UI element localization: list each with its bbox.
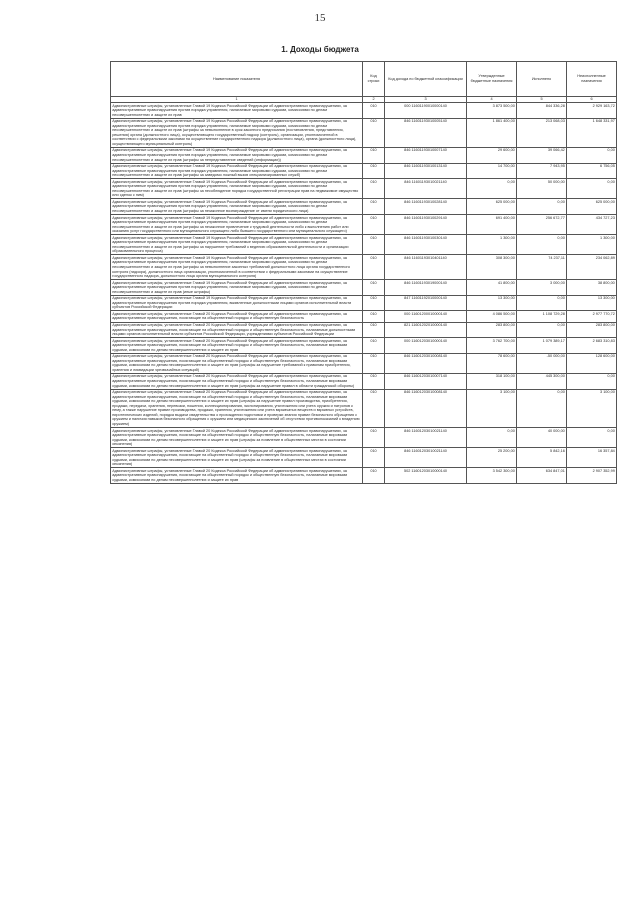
cell-classification: 000 11601200010000140 xyxy=(385,311,467,322)
header-unexecuted: Неисполненные назначения xyxy=(567,62,617,97)
cell-approved: 78 600,00 xyxy=(467,353,517,373)
revenue-table xyxy=(110,61,617,484)
cell-code: 010 xyxy=(363,311,385,322)
section-title: 1. Доходы бюджета xyxy=(281,45,359,54)
cell-executed: 1 079 389,17 xyxy=(517,338,567,354)
cell-executed: 0,00 xyxy=(517,199,567,215)
cell-classification: 846 11601203010008140 xyxy=(385,389,467,427)
cell-name: Административные штрафы, установленные Главой 19 Кодекса Российской Федерации об административных правонарушениях, за административные правонарушения против порядка управления, налагаемые мировыми судьями, комиссиями по делам несовершеннолетних и защите их прав (штрафы за несоблюдение порядка государственной регистрации прав на недвижимое имущество или сделок с ним) xyxy=(111,179,363,199)
table-row xyxy=(111,147,617,163)
cell-executed: 844 336,28 xyxy=(517,103,567,119)
cell-executed: 0,00 xyxy=(517,389,567,427)
header-name: Наименование показателя xyxy=(111,62,363,97)
cell-classification: 846 11601193010029140 xyxy=(385,215,467,235)
cell-approved: 1 861 400,00 xyxy=(467,118,517,147)
table-row xyxy=(111,428,617,448)
cell-code: 010 xyxy=(363,163,385,179)
cell-unexecuted: 283 800,00 xyxy=(567,322,617,338)
cell-code: 010 xyxy=(363,280,385,296)
column-number: 1 xyxy=(111,97,363,103)
cell-name: Административные штрафы, установленные Главой 20 Кодекса Российской Федерации об административных правонарушениях, за административные правонарушения, посягающие на общественный порядок и общественную безопасность xyxy=(111,311,363,322)
cell-unexecuted: 16 357,84 xyxy=(567,448,617,468)
cell-unexecuted: 2 683 310,83 xyxy=(567,338,617,354)
cell-classification: 846 11601193010030140 xyxy=(385,235,467,255)
table-row xyxy=(111,322,617,338)
header-classification: Код дохода по бюджетной классификации xyxy=(385,62,467,97)
cell-approved: 4 086 500,00 xyxy=(467,311,517,322)
cell-name: Административные штрафы, установленные Главой 19 Кодекса Российской Федерации об административных правонарушениях, за административные правонарушения против порядка управления, налагаемые мировыми судьями, комиссиями по делам несовершеннолетних и защите их прав (штрафы за непредставление сведений (информации)) xyxy=(111,147,363,163)
table-row xyxy=(111,280,617,296)
cell-code: 010 xyxy=(363,338,385,354)
table-row xyxy=(111,389,617,427)
cell-name: Административные штрафы, установленные Главой 19 Кодекса Российской Федерации об административных правонарушениях, за административные правонарушения против порядка управления, налагаемые мировыми судьями, комиссиями по делам несовершеннолетних и защите их прав (штрафы за невыполнение в срок законного предписания (постановления, представления, решения) органа (должностного лица), осуществляющего государственный надзор (контроль), организации, уполномоченной в соответствии с федеральными законами на осуществление государственного надзора (должностного лица), органа (должностного лица), осуществляющего муниципальный контроль) xyxy=(111,118,363,147)
cell-classification: 846 11601203010021140 xyxy=(385,448,467,468)
cell-executed: 0,00 xyxy=(517,295,567,311)
cell-unexecuted: 1 648 331,97 xyxy=(567,118,617,147)
table-row xyxy=(111,311,617,322)
cell-classification: 000 11601190010000140 xyxy=(385,103,467,119)
cell-executed: 74 237,11 xyxy=(517,255,567,280)
cell-name: Административные штрафы, установленные Главой 19 Кодекса Российской Федерации об административных правонарушениях, за административные правонарушения против порядка управления, налагаемые мировыми судьями, комиссиями по делам несовершеннолетних и защите их прав (штрафы за незаконное привлечение к трудовой деятельности либо к выполнению работ или оказанию услуг государственного или муниципального служащего либо бывшего государственного или муниципального служащего) xyxy=(111,215,363,235)
cell-approved: 41 800,00 xyxy=(467,280,517,296)
cell-approved: 25 200,00 xyxy=(467,448,517,468)
cell-name: Административные штрафы, установленные Главой 20 Кодекса Российской Федерации об административных правонарушениях, за административные правонарушения, посягающие на общественный порядок и общественную безопасность, налагаемые мировыми судьями, комиссиями по делам несовершеннолетних и защите их прав (штрафы за нарушение правил производства, приобретения, продажи, передачи, хранения, перевозки, ношения, коллекционирования, экспонирования, уничтожения или учета оружия и патронов к нему, а также нарушение правил производства, продажи, хранения, уничтожения или учета взрывчатых веществ и взрывных устройств, пиротехнических изделий, порядка выдачи свидетельства о прохождении подготовки и проверки знания правил безопасного обращения с оружием и наличия навыков безопасного обращения с оружием или медицинских заключений об отсутствии противопоказаний к владению оружием) xyxy=(111,389,363,427)
cell-approved: 3 762 700,00 xyxy=(467,338,517,354)
table-row xyxy=(111,373,617,389)
cell-code: 010 xyxy=(363,295,385,311)
cell-classification: 846 11601203010007140 xyxy=(385,373,467,389)
cell-unexecuted: 6 756,05 xyxy=(567,163,617,179)
cell-classification: 502 11601203010000140 xyxy=(385,468,467,484)
cell-executed: 0,00 xyxy=(517,235,567,255)
cell-approved: 318 100,00 xyxy=(467,373,517,389)
table-row xyxy=(111,163,617,179)
cell-name: Административные штрафы, установленные Главой 20 Кодекса Российской Федерации об административных правонарушениях, за административные правонарушения, посягающие на общественный порядок и общественную безопасность, налагаемые мировыми судьями, комиссиями по делам несовершеннолетних и защите их прав xyxy=(111,338,363,354)
cell-code: 010 xyxy=(363,235,385,255)
cell-executed: 0,00 xyxy=(517,322,567,338)
cell-approved: 691 400,00 xyxy=(467,215,517,235)
cell-executed: 40 000,00 xyxy=(517,428,567,448)
header-code: Код строки xyxy=(363,62,385,97)
table-header-row xyxy=(111,62,617,97)
cell-approved: 3 873 500,00 xyxy=(467,103,517,119)
cell-unexecuted: 0,00 xyxy=(567,373,617,389)
cell-approved: 0,00 xyxy=(467,428,517,448)
cell-executed: 50 000,00 xyxy=(517,179,567,199)
cell-unexecuted: 13 300,00 xyxy=(567,295,617,311)
cell-executed: 7 943,95 xyxy=(517,163,567,179)
table-row xyxy=(111,179,617,199)
cell-classification: 846 11601193010013140 xyxy=(385,163,467,179)
cell-approved: 1 300,00 xyxy=(467,235,517,255)
header-executed: Исполнено xyxy=(517,62,567,97)
cell-name: Административные штрафы, установленные Главой 20 Кодекса Российской Федерации об административных правонарушениях, за административные правонарушения, посягающие на общественный порядок и общественную безопасность, налагаемые мировыми судьями, комиссиями по делам несовершеннолетних и защите их прав (штрафы за появление в общественных местах в состоянии опьянения) xyxy=(111,428,363,448)
cell-name: Административные штрафы, установленные Главой 19 Кодекса Российской Федерации об административных правонарушениях, за административные правонарушения против порядка управления, налагаемые мировыми судьями, комиссиями по делам несовершеннолетних и защите их прав (иные штрафы) xyxy=(111,280,363,296)
column-number: 2 xyxy=(363,97,385,103)
table-row xyxy=(111,199,617,215)
cell-code: 010 xyxy=(363,255,385,280)
cell-executed: 5 842,16 xyxy=(517,448,567,468)
cell-name: Административные штрафы, установленные Главой 20 Кодекса Российской Федерации об административных правонарушениях, за административные правонарушения, посягающие на общественный порядок и общественную безопасность, налагаемые мировыми судьями, комиссиями по делам несовершеннолетних и защите их прав (штрафы за нарушение правил в области гражданской обороны) xyxy=(111,373,363,389)
cell-approved: 283 800,00 xyxy=(467,322,517,338)
cell-classification: 846 11601203010008140 xyxy=(385,353,467,373)
cell-classification: 846 11601193010021140 xyxy=(385,179,467,199)
page-number: 15 xyxy=(314,12,326,24)
table-row xyxy=(111,468,617,484)
cell-classification: 846 11601193010028140 xyxy=(385,199,467,215)
cell-unexecuted: 2 929 163,72 xyxy=(567,103,617,119)
column-number: 3 xyxy=(385,97,467,103)
column-number: 6 xyxy=(567,97,617,103)
table-row xyxy=(111,448,617,468)
cell-unexecuted: 2 977 770,72 xyxy=(567,311,617,322)
cell-classification: 846 11601193010005140 xyxy=(385,118,467,147)
cell-executed: 445 300,00 xyxy=(517,373,567,389)
cell-name: Административные штрафы, установленные Главой 19 Кодекса Российской Федерации об административных правонарушениях, за административные правонарушения против порядка управления, налагаемые мировыми судьями, комиссиями по делам несовершеннолетних и защите их прав xyxy=(111,103,363,119)
cell-name: Административные штрафы, установленные Главой 19 Кодекса Российской Федерации об административных правонарушениях, за административные правонарушения против порядка управления, налагаемые мировыми судьями, комиссиями по делам несовершеннолетних и защите их прав (штрафы за нарушение требований к ведению образовательной деятельности и организации образовательного процесса) xyxy=(111,235,363,255)
cell-code: 010 xyxy=(363,428,385,448)
cell-unexecuted: 434 727,23 xyxy=(567,215,617,235)
cell-approved: 625 000,00 xyxy=(467,199,517,215)
cell-unexecuted: 128 600,00 xyxy=(567,353,617,373)
table-row xyxy=(111,338,617,354)
table-row xyxy=(111,353,617,373)
cell-name: Административные штрафы, установленные Главой 19 Кодекса Российской Федерации об административных правонарушениях, за административные правонарушения против порядка управления, выявленные должностными лицами органов исполнительной власти субъектов Российской Федерации xyxy=(111,295,363,311)
cell-code: 010 xyxy=(363,103,385,119)
cell-approved: 13 300,00 xyxy=(467,295,517,311)
cell-executed: 39 066,42 xyxy=(517,147,567,163)
cell-classification: 846 11601193019000140 xyxy=(385,280,467,296)
cell-classification: 846 11601203010021140 xyxy=(385,428,467,448)
cell-name: Административные штрафы, установленные Главой 19 Кодекса Российской Федерации об административных правонарушениях, за административные правонарушения против порядка управления, налагаемые мировыми судьями, комиссиями по делам несовершеннолетних и защите их прав (штрафы за невыполнение законных требований должностного лица органа государственного контроля (надзора), должностного лица организации, уполномоченной в соответствии с федеральными законами на осуществление государственного надзора, должностного лица органа муниципального контроля) xyxy=(111,255,363,280)
cell-executed: 256 672,77 xyxy=(517,215,567,235)
cell-name: Административные штрафы, установленные Главой 20 Кодекса Российской Федерации об административных правонарушениях, за административные правонарушения, посягающие на общественный порядок и общественную безопасность, налагаемые должностными лицами органов исполнительной власти субъектов Российской Федерации, учреждениями субъектов Российской Федерации xyxy=(111,322,363,338)
cell-code: 010 xyxy=(363,448,385,468)
cell-code: 010 xyxy=(363,179,385,199)
cell-code: 010 xyxy=(363,147,385,163)
cell-code: 010 xyxy=(363,389,385,427)
column-number: 5 xyxy=(517,97,567,103)
cell-unexecuted: 0,00 xyxy=(567,147,617,163)
cell-name: Административные штрафы, установленные Главой 20 Кодекса Российской Федерации об административных правонарушениях, за административные правонарушения, посягающие на общественный порядок и общественную безопасность, налагаемые мировыми судьями, комиссиями по делам несовершеннолетних и защите их прав (штрафы за нарушение требований к правилам приобретения, хранения и ликвидации чрезвычайных ситуаций) xyxy=(111,353,363,373)
table-row xyxy=(111,295,617,311)
cell-unexecuted: 38 800,00 xyxy=(567,280,617,296)
table-row xyxy=(111,103,617,119)
cell-approved: 0,00 xyxy=(467,179,517,199)
cell-code: 010 xyxy=(363,468,385,484)
cell-unexecuted: 1 300,00 xyxy=(567,235,617,255)
cell-name: Административные штрафы, установленные Главой 20 Кодекса Российской Федерации об административных правонарушениях, за административные правонарушения, посягающие на общественный порядок и общественную безопасность, налагаемые мировыми судьями, комиссиями по делам несовершеннолетних и защите их прав xyxy=(111,468,363,484)
cell-classification: 821 11601202010000140 xyxy=(385,322,467,338)
table-row xyxy=(111,255,617,280)
cell-executed: 1 108 729,28 xyxy=(517,311,567,322)
cell-code: 010 xyxy=(363,322,385,338)
cell-classification: 846 11601193010007140 xyxy=(385,147,467,163)
cell-approved: 29 600,00 xyxy=(467,147,517,163)
table-row xyxy=(111,215,617,235)
cell-code: 010 xyxy=(363,199,385,215)
table-row xyxy=(111,118,617,147)
cell-classification: 847 11601192010000140 xyxy=(385,295,467,311)
cell-approved: 14 700,00 xyxy=(467,163,517,179)
cell-code: 010 xyxy=(363,353,385,373)
cell-unexecuted: 234 062,89 xyxy=(567,255,617,280)
column-number: 4 xyxy=(467,97,517,103)
cell-code: 010 xyxy=(363,118,385,147)
cell-executed: -50 000,00 xyxy=(517,353,567,373)
cell-unexecuted: 0,00 xyxy=(567,179,617,199)
cell-name: Административные штрафы, установленные Главой 20 Кодекса Российской Федерации об административных правонарушениях, за административные правонарушения, посягающие на общественный порядок и общественную безопасность, налагаемые мировыми судьями, комиссиями по делам несовершеннолетних и защите их прав (штрафы за появление в общественных местах в состоянии опьянения) xyxy=(111,448,363,468)
cell-approved: 3 100,00 xyxy=(467,389,517,427)
cell-name: Административные штрафы, установленные Главой 19 Кодекса Российской Федерации об административных правонарушениях, за административные правонарушения против порядка управления, налагаемые мировыми судьями, комиссиями по делам несовершеннолетних и защите их прав (штрафы за незаконное вознаграждение от имени юридического лица) xyxy=(111,199,363,215)
cell-classification: 000 11601203010000140 xyxy=(385,338,467,354)
cell-code: 010 xyxy=(363,373,385,389)
cell-classification: 846 11601193010401140 xyxy=(385,255,467,280)
cell-executed: 213 068,03 xyxy=(517,118,567,147)
cell-executed: 634 847,01 xyxy=(517,468,567,484)
cell-approved: 3 542 300,00 xyxy=(467,468,517,484)
cell-code: 010 xyxy=(363,215,385,235)
header-approved: Утвержденные бюджетные назначения xyxy=(467,62,517,97)
table-row xyxy=(111,235,617,255)
cell-unexecuted: 0,00 xyxy=(567,428,617,448)
cell-executed: 3 000,00 xyxy=(517,280,567,296)
cell-unexecuted: 625 000,00 xyxy=(567,199,617,215)
cell-unexecuted: 2 907 352,99 xyxy=(567,468,617,484)
cell-name: Административные штрафы, установленные Главой 19 Кодекса Российской Федерации об административных правонарушениях, за административные правонарушения против порядка управления, налагаемые мировыми судьями, комиссиями по делам несовершеннолетних и защите их прав (штрафы за заведомо ложный вызов специализированных служб) xyxy=(111,163,363,179)
cell-unexecuted: 3 100,00 xyxy=(567,389,617,427)
cell-approved: 308 300,00 xyxy=(467,255,517,280)
